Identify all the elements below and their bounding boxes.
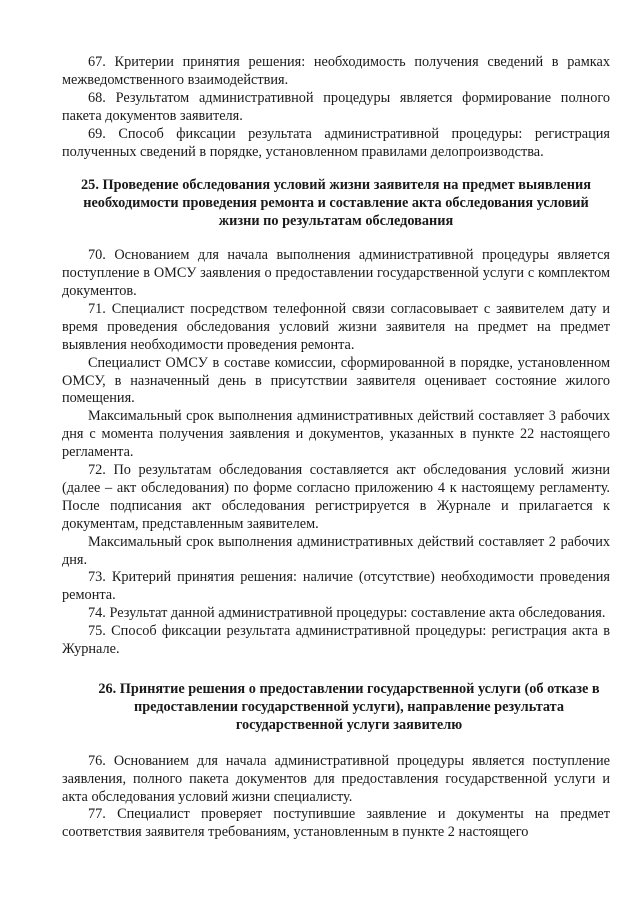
paragraph-72: 72. По результатам обследования составляется акт обследования условий жизни (далее – акт обследования) по форме согласно приложению 4 к настоящему регламенту. После подписания акт обследования регистрируется в Журнале и прилагается к документам, представленным заявителем. — [62, 462, 610, 532]
paragraph-67: 67. Критерии принятия решения: необходимость получения сведений в рамках межведомственного взаимодействия. — [62, 54, 610, 88]
paragraph-69: 69. Способ фиксации результата административной процедуры: регистрация полученных сведений в порядке, установленном правилами делопроизводства. — [62, 125, 610, 160]
paragraph-71-commission: Специалист ОМСУ в составе комиссии, сформированной в порядке, установленном ОМСУ, в назначенный день в присутствии заявителя оценивает состояние жилого помещения. — [62, 354, 610, 407]
paragraph-68: 68. Результатом административной процедуры является формирование полного пакета документов заявителя. — [62, 89, 610, 124]
paragraph-70: 70. Основанием для начала выполнения административной процедуры является поступление в ОМСУ заявления о предоставлении государственной услуги с комплектом документов. — [62, 247, 610, 299]
section-25-heading: 25. Проведение обследования условий жизни заявителя на предмет выявления необходимости проведения ремонта и составление акта обследования условий жизни по результатам обследования — [81, 177, 591, 230]
preceding-section — [62, 54, 610, 161]
section-26-heading: 26. Принятие решения о предоставлении государственной услуги (об отказе в предоставлении государственной услуги), направление результата государственной услуги заявителю — [98, 681, 600, 733]
paragraph-72-deadline: Максимальный срок выполнения административных действий составляет 2 рабочих дня. — [62, 533, 610, 568]
section-26 — [62, 681, 610, 842]
paragraph-75: 75. Способ фиксации результата административной процедуры: регистрация акта в Журнале. — [62, 623, 610, 658]
paragraph-71: 71. Специалист посредством телефонной связи согласовывает с заявителем дату и время проведения обследования условий жизни заявителя на предмет на предмет выявления необходимости проведения ремонта. — [62, 300, 610, 353]
paragraph-71-deadline: Максимальный срок выполнения административных действий составляет 3 рабочих дня с момента получения заявления и документов, указанных в пункте 22 настоящего регламента. — [62, 408, 610, 461]
paragraph-74: 74. Результат данной административной процедуры: составление акта обследования. — [88, 605, 606, 622]
section-25 — [62, 177, 610, 659]
paragraph-77: 77. Специалист проверяет поступившие заявление и документы на предмет соответствия заявителя требованиям, установленным в пункте 2 настоящего — [62, 806, 610, 841]
paragraph-73: 73. Критерий принятия решения: наличие (отсутствие) необходимости проведения ремонта. — [62, 569, 610, 604]
paragraph-76: 76. Основанием для начала административной процедуры является поступление заявления, полного пакета документов для предоставления государственной услуги и акта обследования условий жизни специалисту. — [62, 752, 610, 805]
